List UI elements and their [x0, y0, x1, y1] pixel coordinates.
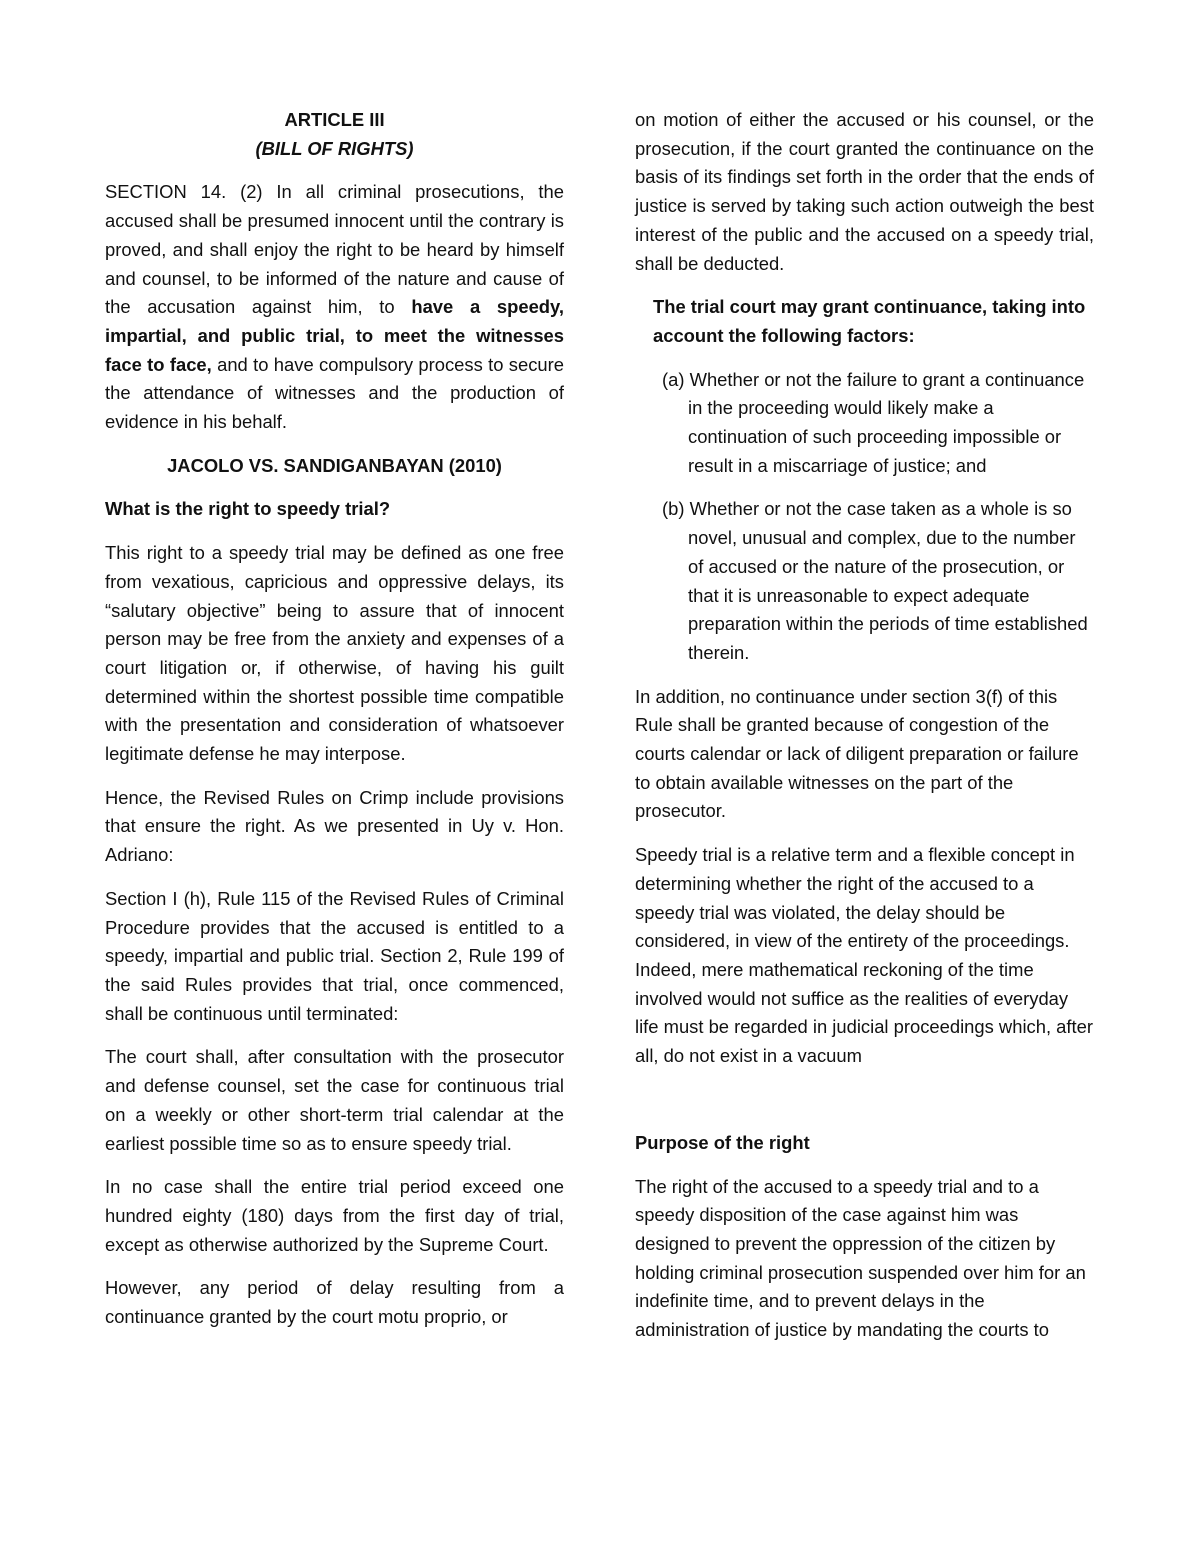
spacer	[635, 1086, 1094, 1129]
definition-paragraph: This right to a speedy trial may be defined as one free from vexatious, capricious and oppressive delays, its “salutary objective” being to assure that of innocent person may be free from the anxiety and expenses of a court litigation or, if otherwise, of having his guilt determined within the shortest possible time compatible with the presentation and consideration of whatsoever legitimate defense he may interpose.	[105, 542, 564, 765]
hence-paragraph: Hence, the Revised Rules on Crimp include provisions that ensure the right. As we presented in Uy v. Hon. Adriano:	[105, 786, 564, 866]
factor-a-item: (a) Whether or not the failure to grant a continuance in the proceeding would likely make a continuation of such proceeding impossible or result in a miscarriage of justice; and	[662, 368, 1085, 476]
however-paragraph: However, any period of delay resulting from a continuance granted by the court motu proprio, or	[105, 1277, 564, 1328]
section-rule-paragraph: Section I (h), Rule 115 of the Revised Rules of Criminal Procedure provides that the accused is entitled to a speedy, impartial and public trial. Section 2, Rule 199 of the said Rules provides that trial, once commenced, shall be continuous until terminated:	[105, 887, 564, 1024]
right-column	[635, 106, 1094, 1360]
purpose-paragraph: The right of the accused to a speedy trial and to a speedy disposition of the case against him was designed to prevent the oppression of the citizen by holding criminal prosecution suspended over him for an indefinite time, and to prevent delays in the administration of justice by mandating the courts to	[635, 1175, 1086, 1341]
section-14-text-b: and to have compulsory process to secure the attendance of witnesses and the production of evidence in his behalf.	[105, 353, 564, 433]
question-heading: What is the right to speedy trial?	[105, 498, 391, 520]
section-14-bold-text: have a speedy, impartial, and public trial, to meet the witnesses face to face,	[105, 296, 564, 375]
factors-heading: The trial court may grant continuance, taking into account the following factors:	[653, 296, 1086, 346]
section-14-paragraph	[105, 178, 564, 436]
purpose-heading: Purpose of the right	[635, 1131, 810, 1153]
article-subtitle: (BILL OF RIGHTS)	[255, 137, 414, 159]
factor-b-item: (b) Whether or not the case taken as a whole is so novel, unusual and complex, due to the number of accused or the nature of the prosecution, or that it is unreasonable to expect adequate preparation within the periods of time established therein.	[662, 498, 1088, 663]
section-14-text-a: SECTION 14. (2) In all criminal prosecutions, the accused shall be presumed innocent until the contrary is proved, and shall enjoy the right to be heard by himself and counsel, to be informed of the nature and cause of the accusation against him, to	[105, 181, 564, 318]
relative-term-paragraph: Speedy trial is a relative term and a flexible concept in determining whether the right of the accused to a speedy trial was violated, the delay should be considered, in view of the entirety of the proceedings. Indeed, mere mathematical reckoning of the time involved would not suffice as the realities of everyday life must be regarded in judicial proceedings which, after all, do not exist in a vacuum	[635, 844, 1093, 1067]
addition-paragraph: In addition, no continuance under section 3(f) of this Rule shall be granted because of congestion of the courts calendar or lack of diligent preparation or failure to obtain available witnesses on the part of the prosecutor.	[635, 685, 1079, 822]
left-column	[105, 106, 564, 1347]
article-title: ARTICLE III	[284, 109, 385, 130]
no-case-paragraph: In no case shall the entire trial period exceed one hundred eighty (180) days from the first day of trial, except as otherwise authorized by the Supreme Court.	[105, 1176, 564, 1255]
case-heading: JACOLO VS. SANDIGANBAYAN (2010)	[167, 454, 502, 476]
court-shall-paragraph: The court shall, after consultation with the prosecutor and defense counsel, set the case for continuous trial on a weekly or other short-term trial calendar at the earliest possible time so as to ensure speedy trial.	[105, 1046, 564, 1154]
continuation-paragraph: on motion of either the accused or his counsel, or the prosecution, if the court granted the continuance on the basis of its findings set forth in the order that the ends of justice is served by taking such action outweigh the best interest of the public and the accused on a speedy trial, shall be deducted.	[635, 109, 1094, 274]
